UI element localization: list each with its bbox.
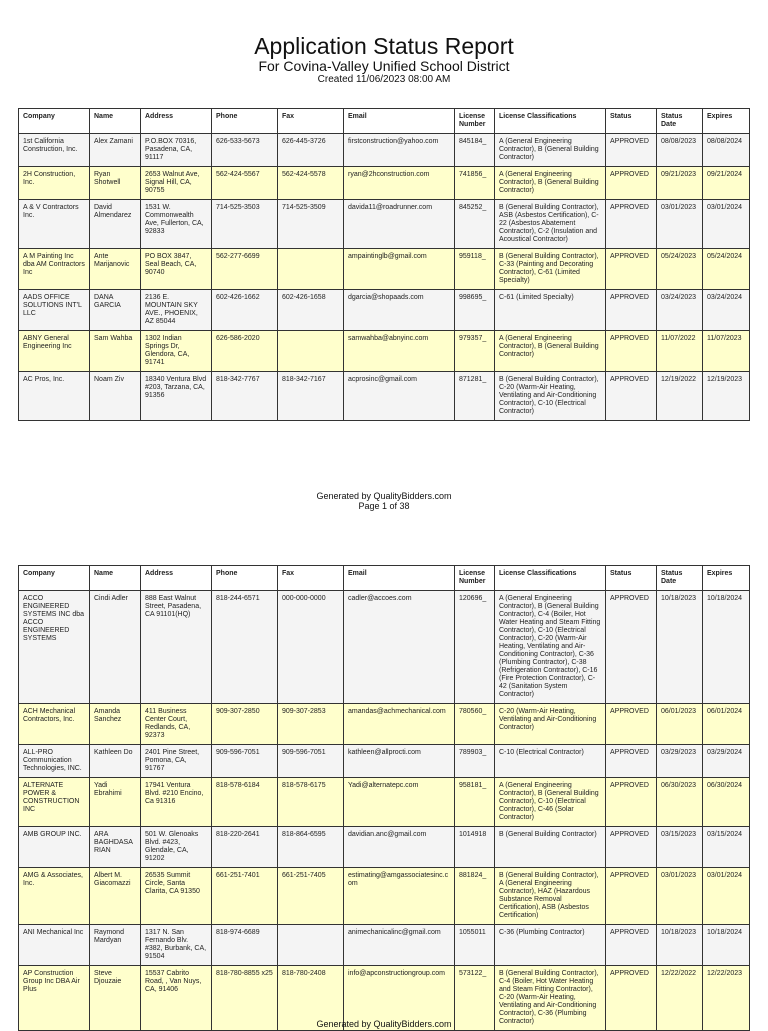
contact-name-cell: Cindi Adler — [90, 591, 141, 704]
company-cell: AMG & Associates, Inc. — [19, 868, 90, 925]
status-cell: APPROVED — [606, 134, 657, 167]
fax-cell: 714-525-3509 — [278, 200, 344, 249]
contact-name-cell: Alex Zamani — [90, 134, 141, 167]
expires-cell: 11/07/2023 — [703, 331, 750, 372]
email-cell: info@apconstructiongroup.com — [344, 966, 455, 1031]
email-cell: acprosinc@gmail.com — [344, 372, 455, 421]
email-cell: firstconstruction@yahoo.com — [344, 134, 455, 167]
company-cell: 1st California Construction, Inc. — [19, 134, 90, 167]
address-cell: 15537 Cabrito Road, , Van Nuys, CA, 91406 — [141, 966, 212, 1031]
contact-name-cell: Albert M. Giacomazzi — [90, 868, 141, 925]
table-row — [19, 331, 750, 372]
status-cell: APPROVED — [606, 591, 657, 704]
phone-cell: 626-533-5673 — [212, 134, 278, 167]
address-cell: 1302 Indian Springs Dr, Glendora, CA, 91741 — [141, 331, 212, 372]
company-cell: ANI Mechanical Inc — [19, 925, 90, 966]
address-cell: PO BOX 3847, Seal Beach, CA, 90740 — [141, 249, 212, 290]
expires-cell: 12/22/2023 — [703, 966, 750, 1031]
status-date-cell: 06/30/2023 — [657, 778, 703, 827]
license-classifications-cell: A (General Engineering Contractor), B (General Building Contractor), C-10 (Electrical Contractor), C-46 (Solar Contractor) — [495, 778, 606, 827]
email-cell: estimating@amgassociatesinc.com — [344, 868, 455, 925]
company-cell: ACCO ENGINEERED SYSTEMS INC dba ACCO ENGINEERED SYSTEMS — [19, 591, 90, 704]
fax-cell: 602-426-1658 — [278, 290, 344, 331]
license-classifications-cell: C-20 (Warm-Air Heating, Ventilating and Air-Conditioning Contractor) — [495, 704, 606, 745]
company-cell: ALL-PRO Communication Technologies, INC. — [19, 745, 90, 778]
status-date-cell: 08/08/2023 — [657, 134, 703, 167]
column-header-email: Email — [344, 109, 455, 134]
email-cell: ampaintinglb@gmail.com — [344, 249, 455, 290]
license-classifications-cell: B (General Building Contractor), ASB (Asbestos Certification), C-22 (Asbestos Abatement Contractor), C-2 (Insulation and Acoustical Contractor) — [495, 200, 606, 249]
expires-cell: 06/01/2024 — [703, 704, 750, 745]
address-cell: 1317 N. San Fernando Blv. #382, Burbank, CA, 91504 — [141, 925, 212, 966]
column-header-email: Email — [344, 566, 455, 591]
status-date-cell: 12/19/2022 — [657, 372, 703, 421]
phone-cell: 909-307-2850 — [212, 704, 278, 745]
company-cell: A M Painting Inc dba AM Contractors Inc — [19, 249, 90, 290]
license-classifications-cell: A (General Engineering Contractor), B (General Building Contractor) — [495, 331, 606, 372]
table-row — [19, 925, 750, 966]
status-cell: APPROVED — [606, 372, 657, 421]
report-table-page-1 — [18, 108, 750, 421]
fax-cell: 626-445-3726 — [278, 134, 344, 167]
phone-cell: 909-596-7051 — [212, 745, 278, 778]
address-cell: P.O.BOX 70316, Pasadena, CA, 91117 — [141, 134, 212, 167]
column-header-address: Address — [141, 566, 212, 591]
company-cell: AADS OFFICE SOLUTIONS INT'L LLC — [19, 290, 90, 331]
column-header-contact-name: Name — [90, 566, 141, 591]
license-classifications-cell: A (General Engineering Contractor), B (General Building Contractor) — [495, 134, 606, 167]
column-header-license-number: License Number — [455, 109, 495, 134]
license-number-cell: 845252_ — [455, 200, 495, 249]
license-number-cell: 1055011 — [455, 925, 495, 966]
column-header-contact-name: Name — [90, 109, 141, 134]
email-cell: davidian.anc@gmail.com — [344, 827, 455, 868]
column-header-license-number: License Number — [455, 566, 495, 591]
company-cell: A & V Contractors Inc. — [19, 200, 90, 249]
contact-name-cell: ARA BAGHDASARIAN — [90, 827, 141, 868]
phone-cell: 818-578-6184 — [212, 778, 278, 827]
phone-cell: 626-586-2020 — [212, 331, 278, 372]
license-number-cell: 780560_ — [455, 704, 495, 745]
email-cell: animechanicalinc@gmail.com — [344, 925, 455, 966]
status-cell: APPROVED — [606, 249, 657, 290]
fax-cell — [278, 331, 344, 372]
phone-cell: 602-426-1662 — [212, 290, 278, 331]
license-classifications-cell: C-10 (Electrical Contractor) — [495, 745, 606, 778]
contact-name-cell: Raymond Mardyan — [90, 925, 141, 966]
email-cell: kathleen@allprocti.com — [344, 745, 455, 778]
status-date-cell: 03/15/2023 — [657, 827, 703, 868]
fax-cell — [278, 925, 344, 966]
status-date-cell: 05/24/2023 — [657, 249, 703, 290]
page-footer-2 — [0, 1019, 768, 1029]
contact-name-cell: Steve Djouzaie — [90, 966, 141, 1031]
email-cell: Yadi@alternatepc.com — [344, 778, 455, 827]
table-row — [19, 290, 750, 331]
phone-cell: 818-244-6571 — [212, 591, 278, 704]
status-date-cell: 06/01/2023 — [657, 704, 703, 745]
status-cell: APPROVED — [606, 827, 657, 868]
expires-cell: 03/15/2024 — [703, 827, 750, 868]
contact-name-cell: Kathleen Do — [90, 745, 141, 778]
page-subtitle: For Covina-Valley Unified School District — [258, 58, 510, 74]
phone-cell: 818-780-8855 x25 — [212, 966, 278, 1031]
column-header-expires: Expires — [703, 109, 750, 134]
expires-cell: 12/19/2023 — [703, 372, 750, 421]
fax-cell: 562-424-5578 — [278, 167, 344, 200]
column-header-company: Company — [19, 566, 90, 591]
table-header-row — [19, 566, 750, 591]
license-number-cell: 958181_ — [455, 778, 495, 827]
column-header-company: Company — [19, 109, 90, 134]
address-cell: 2401 Pine Street, Pomona, CA, 91767 — [141, 745, 212, 778]
table-row — [19, 704, 750, 745]
license-number-cell: 741856_ — [455, 167, 495, 200]
report-header — [0, 33, 768, 86]
expires-cell: 03/01/2024 — [703, 868, 750, 925]
table-row — [19, 249, 750, 290]
column-header-expires: Expires — [703, 566, 750, 591]
status-cell: APPROVED — [606, 290, 657, 331]
page-title: Application Status Report — [254, 33, 514, 59]
table-row — [19, 827, 750, 868]
column-header-fax: Fax — [278, 109, 344, 134]
status-date-cell: 11/07/2022 — [657, 331, 703, 372]
license-classifications-cell: B (General Building Contractor) — [495, 827, 606, 868]
report-table-page-2 — [18, 565, 750, 1031]
license-classifications-cell: A (General Engineering Contractor), B (General Building Contractor) — [495, 167, 606, 200]
address-cell: 1531 W. Commonwealth Ave, Fullerton, CA, 92833 — [141, 200, 212, 249]
expires-cell: 03/24/2024 — [703, 290, 750, 331]
status-date-cell: 03/01/2023 — [657, 868, 703, 925]
phone-cell: 818-974-6689 — [212, 925, 278, 966]
phone-cell: 562-424-5567 — [212, 167, 278, 200]
contact-name-cell: Ryan Shotwell — [90, 167, 141, 200]
company-cell: AP Construction Group Inc DBA Air Plus — [19, 966, 90, 1031]
email-cell: dgarcia@shopaads.com — [344, 290, 455, 331]
table-row — [19, 778, 750, 827]
column-header-status: Status — [606, 109, 657, 134]
fax-cell — [278, 249, 344, 290]
address-cell: 17941 Ventura Blvd. #210 Encino, Ca 91316 — [141, 778, 212, 827]
status-date-cell: 10/18/2023 — [657, 925, 703, 966]
expires-cell: 10/18/2024 — [703, 925, 750, 966]
fax-cell: 661-251-7405 — [278, 868, 344, 925]
contact-name-cell: Noam Ziv — [90, 372, 141, 421]
license-number-cell: 573122_ — [455, 966, 495, 1031]
license-number-cell: 881824_ — [455, 868, 495, 925]
address-cell: 2653 Walnut Ave, Signal Hill, CA, 90755 — [141, 167, 212, 200]
email-cell: samwahba@abnyinc.com — [344, 331, 455, 372]
license-classifications-cell: B (General Building Contractor), C-20 (Warm-Air Heating, Ventilating and Air-Conditioning Contractor), C-10 (Electrical Contractor) — [495, 372, 606, 421]
created-timestamp: Created 11/06/2023 08:00 AM — [317, 74, 451, 85]
column-header-phone: Phone — [212, 109, 278, 134]
address-cell: 888 East Walnut Street, Pasadena, CA 91101(HQ) — [141, 591, 212, 704]
license-number-cell: 1014918 — [455, 827, 495, 868]
address-cell: 501 W. Glenoaks Blvd. #423, Glendale, CA, 91202 — [141, 827, 212, 868]
fax-cell: 818-780-2408 — [278, 966, 344, 1031]
contact-name-cell: Yadi Ebrahimi — [90, 778, 141, 827]
license-number-cell: 979357_ — [455, 331, 495, 372]
column-header-status: Status — [606, 566, 657, 591]
license-number-cell: 871281_ — [455, 372, 495, 421]
license-classifications-cell: B (General Building Contractor), C-33 (Painting and Decorating Contractor), C-61 (Limited Specialty) — [495, 249, 606, 290]
fax-cell: 818-578-6175 — [278, 778, 344, 827]
address-cell: 411 Business Center Court, Redlands, CA, 92373 — [141, 704, 212, 745]
license-number-cell: 845184_ — [455, 134, 495, 167]
status-date-cell: 03/24/2023 — [657, 290, 703, 331]
expires-cell: 09/21/2024 — [703, 167, 750, 200]
license-classifications-cell: B (General Building Contractor), C-4 (Boiler, Hot Water Heating and Steam Fitting Contractor), C-20 (Warm-Air Heating, Ventilating and Air-Conditioning Contractor), C-36 (Plumbing Contractor) — [495, 966, 606, 1031]
company-cell: 2H Construction, Inc. — [19, 167, 90, 200]
fax-cell: 909-596-7051 — [278, 745, 344, 778]
contact-name-cell: Ante Marijanovic — [90, 249, 141, 290]
expires-cell: 08/08/2024 — [703, 134, 750, 167]
company-cell: AC Pros, Inc. — [19, 372, 90, 421]
status-date-cell: 09/21/2023 — [657, 167, 703, 200]
company-cell: ALTERNATE POWER & CONSTRUCTION INC — [19, 778, 90, 827]
license-classifications-cell: A (General Engineering Contractor), B (General Building Contractor), C-4 (Boiler, Hot Water Heating and Steam Fitting Contractor), C-10 (Electrical Contractor), C-20 (Warm-Air Heating, Ventilating and Air-Conditioning Contractor), C-36 (Plumbing Contractor), C-38 (Refrigeration Contractor), C-16 (Fire Protection Contractor), C-42 (Sanitation System Contractor) — [495, 591, 606, 704]
fax-cell: 818-864-6595 — [278, 827, 344, 868]
email-cell: amandas@achmechanical.com — [344, 704, 455, 745]
fax-cell: 000-000-0000 — [278, 591, 344, 704]
column-header-address: Address — [141, 109, 212, 134]
column-header-license-classifications: License Classifications — [495, 109, 606, 134]
license-classifications-cell: C-61 (Limited Specialty) — [495, 290, 606, 331]
status-date-cell: 03/01/2023 — [657, 200, 703, 249]
license-number-cell: 998695_ — [455, 290, 495, 331]
license-number-cell: 959118_ — [455, 249, 495, 290]
status-cell: APPROVED — [606, 778, 657, 827]
email-cell: davida11@roadrunner.com — [344, 200, 455, 249]
phone-cell: 714-525-3503 — [212, 200, 278, 249]
page-footer-1 — [0, 491, 768, 511]
phone-cell: 818-342-7767 — [212, 372, 278, 421]
table-row — [19, 134, 750, 167]
column-header-status-date: Status Date — [657, 566, 703, 591]
address-cell: 18340 Ventura Blvd #203, Tarzana, CA, 91356 — [141, 372, 212, 421]
company-cell: ACH Mechanical Contractors, Inc. — [19, 704, 90, 745]
fax-cell: 818-342-7167 — [278, 372, 344, 421]
address-cell: 2136 E. MOUNTAIN SKY AVE., PHOENIX, AZ 85044 — [141, 290, 212, 331]
table-row — [19, 372, 750, 421]
phone-cell: 818-220-2641 — [212, 827, 278, 868]
license-number-cell: 120696_ — [455, 591, 495, 704]
contact-name-cell: DANA GARCIA — [90, 290, 141, 331]
status-cell: APPROVED — [606, 331, 657, 372]
status-cell: APPROVED — [606, 966, 657, 1031]
column-header-license-classifications: License Classifications — [495, 566, 606, 591]
expires-cell: 06/30/2024 — [703, 778, 750, 827]
table-row — [19, 868, 750, 925]
license-classifications-cell: B (General Building Contractor), A (General Engineering Contractor), HAZ (Hazardous Substance Removal Certification), ASB (Asbestos Certification) — [495, 868, 606, 925]
phone-cell: 562-277-6699 — [212, 249, 278, 290]
status-date-cell: 10/18/2023 — [657, 591, 703, 704]
status-cell: APPROVED — [606, 167, 657, 200]
status-cell: APPROVED — [606, 925, 657, 966]
status-cell: APPROVED — [606, 704, 657, 745]
table-row — [19, 167, 750, 200]
status-date-cell: 03/29/2023 — [657, 745, 703, 778]
footer-generated-by: Generated by QualityBidders.com — [316, 491, 452, 501]
status-cell: APPROVED — [606, 868, 657, 925]
table-row — [19, 745, 750, 778]
expires-cell: 03/29/2024 — [703, 745, 750, 778]
expires-cell: 10/18/2024 — [703, 591, 750, 704]
license-number-cell: 789903_ — [455, 745, 495, 778]
table-row — [19, 591, 750, 704]
address-cell: 26535 Summit Circle, Santa Clarita, CA 91350 — [141, 868, 212, 925]
footer-page-number: Page 1 of 38 — [358, 501, 410, 511]
contact-name-cell: Amanda Sanchez — [90, 704, 141, 745]
expires-cell: 03/01/2024 — [703, 200, 750, 249]
column-header-phone: Phone — [212, 566, 278, 591]
company-cell: ABNY General Engineering Inc — [19, 331, 90, 372]
fax-cell: 909-307-2853 — [278, 704, 344, 745]
expires-cell: 05/24/2024 — [703, 249, 750, 290]
status-date-cell: 12/22/2022 — [657, 966, 703, 1031]
table-header-row — [19, 109, 750, 134]
status-cell: APPROVED — [606, 745, 657, 778]
footer-generated-by: Generated by QualityBidders.com — [316, 1019, 452, 1029]
contact-name-cell: David Almendarez — [90, 200, 141, 249]
license-classifications-cell: C-36 (Plumbing Contractor) — [495, 925, 606, 966]
phone-cell: 661-251-7401 — [212, 868, 278, 925]
column-header-status-date: Status Date — [657, 109, 703, 134]
status-cell: APPROVED — [606, 200, 657, 249]
email-cell: cadler@accoes.com — [344, 591, 455, 704]
email-cell: ryan@2hconstruction.com — [344, 167, 455, 200]
company-cell: AMB GROUP INC. — [19, 827, 90, 868]
contact-name-cell: Sam Wahba — [90, 331, 141, 372]
column-header-fax: Fax — [278, 566, 344, 591]
table-row — [19, 200, 750, 249]
